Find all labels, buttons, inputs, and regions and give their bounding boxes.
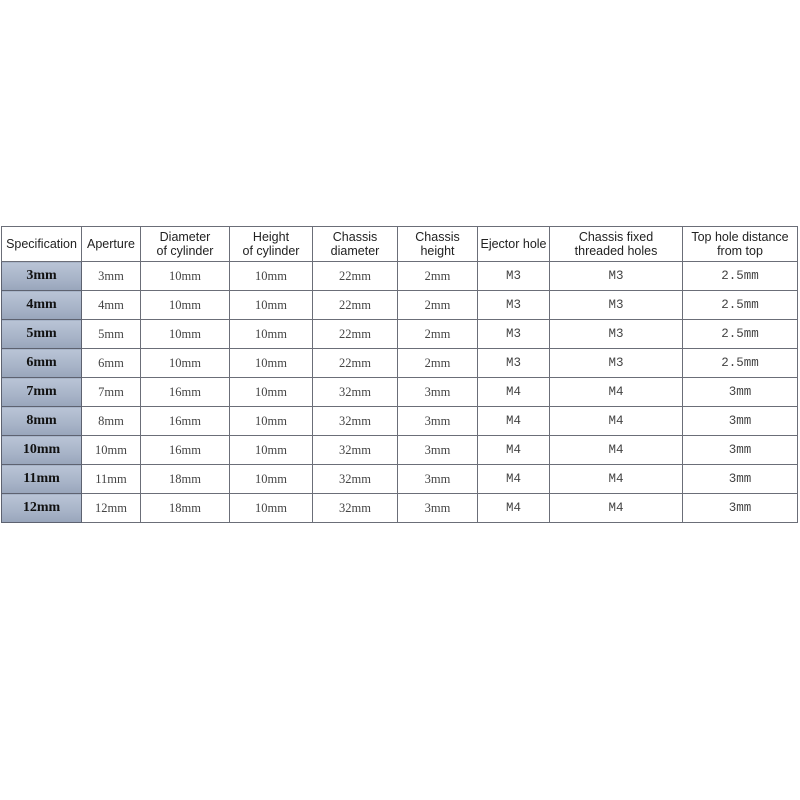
chassis-diameter-cell: 22mm bbox=[313, 262, 398, 291]
specification-cell: 5mm bbox=[2, 320, 82, 349]
top-hole-distance-cell: 2.5mm bbox=[683, 291, 798, 320]
height-of-cylinder-cell: 10mm bbox=[230, 320, 313, 349]
top-hole-distance-cell: 2.5mm bbox=[683, 320, 798, 349]
header-chassis-diameter: Chassis diameter bbox=[313, 227, 398, 262]
table-row bbox=[2, 436, 798, 465]
specification-cell: 6mm bbox=[2, 349, 82, 378]
chassis-height-cell: 3mm bbox=[398, 465, 478, 494]
diameter-of-cylinder-cell: 18mm bbox=[141, 465, 230, 494]
ejector-hole-cell: M4 bbox=[478, 436, 550, 465]
specification-cell: 7mm bbox=[2, 378, 82, 407]
chassis-diameter-cell: 22mm bbox=[313, 320, 398, 349]
top-hole-distance-cell: 3mm bbox=[683, 436, 798, 465]
chassis-height-cell: 3mm bbox=[398, 494, 478, 523]
chassis-height-cell: 3mm bbox=[398, 407, 478, 436]
top-hole-distance-cell: 3mm bbox=[683, 465, 798, 494]
aperture-cell: 12mm bbox=[82, 494, 141, 523]
chassis-diameter-cell: 32mm bbox=[313, 465, 398, 494]
top-hole-distance-cell: 3mm bbox=[683, 407, 798, 436]
chassis-height-cell: 3mm bbox=[398, 378, 478, 407]
aperture-cell: 4mm bbox=[82, 291, 141, 320]
aperture-cell: 10mm bbox=[82, 436, 141, 465]
table-header bbox=[2, 227, 798, 262]
table-row bbox=[2, 349, 798, 378]
header-top-hole-distance: Top hole distance from top bbox=[683, 227, 798, 262]
chassis-diameter-cell: 22mm bbox=[313, 291, 398, 320]
specification-cell: 3mm bbox=[2, 262, 82, 291]
specification-cell: 8mm bbox=[2, 407, 82, 436]
chassis-height-cell: 3mm bbox=[398, 436, 478, 465]
ejector-hole-cell: M4 bbox=[478, 407, 550, 436]
diameter-of-cylinder-cell: 10mm bbox=[141, 349, 230, 378]
ejector-hole-cell: M4 bbox=[478, 378, 550, 407]
height-of-cylinder-cell: 10mm bbox=[230, 407, 313, 436]
chassis-diameter-cell: 32mm bbox=[313, 407, 398, 436]
chassis-fixed-threaded-holes-cell: M3 bbox=[550, 291, 683, 320]
header-chassis-fixed-threaded-holes: Chassis fixed threaded holes bbox=[550, 227, 683, 262]
diameter-of-cylinder-cell: 10mm bbox=[141, 291, 230, 320]
aperture-cell: 8mm bbox=[82, 407, 141, 436]
specification-cell: 11mm bbox=[2, 465, 82, 494]
diameter-of-cylinder-cell: 16mm bbox=[141, 436, 230, 465]
aperture-cell: 11mm bbox=[82, 465, 141, 494]
top-hole-distance-cell: 2.5mm bbox=[683, 349, 798, 378]
diameter-of-cylinder-cell: 16mm bbox=[141, 407, 230, 436]
height-of-cylinder-cell: 10mm bbox=[230, 378, 313, 407]
chassis-height-cell: 2mm bbox=[398, 349, 478, 378]
diameter-of-cylinder-cell: 16mm bbox=[141, 378, 230, 407]
ejector-hole-cell: M4 bbox=[478, 494, 550, 523]
diameter-of-cylinder-cell: 10mm bbox=[141, 262, 230, 291]
table-row bbox=[2, 262, 798, 291]
top-hole-distance-cell: 3mm bbox=[683, 494, 798, 523]
specification-table bbox=[1, 226, 798, 523]
aperture-cell: 6mm bbox=[82, 349, 141, 378]
ejector-hole-cell: M3 bbox=[478, 349, 550, 378]
table-row bbox=[2, 378, 798, 407]
header-aperture: Aperture bbox=[82, 227, 141, 262]
chassis-fixed-threaded-holes-cell: M4 bbox=[550, 465, 683, 494]
chassis-diameter-cell: 32mm bbox=[313, 436, 398, 465]
header-ejector-hole: Ejector hole bbox=[478, 227, 550, 262]
header-chassis-height: Chassis height bbox=[398, 227, 478, 262]
height-of-cylinder-cell: 10mm bbox=[230, 291, 313, 320]
ejector-hole-cell: M3 bbox=[478, 320, 550, 349]
chassis-height-cell: 2mm bbox=[398, 291, 478, 320]
aperture-cell: 5mm bbox=[82, 320, 141, 349]
chassis-fixed-threaded-holes-cell: M4 bbox=[550, 407, 683, 436]
chassis-fixed-threaded-holes-cell: M4 bbox=[550, 436, 683, 465]
height-of-cylinder-cell: 10mm bbox=[230, 349, 313, 378]
table-row bbox=[2, 291, 798, 320]
specification-cell: 12mm bbox=[2, 494, 82, 523]
chassis-diameter-cell: 22mm bbox=[313, 349, 398, 378]
height-of-cylinder-cell: 10mm bbox=[230, 436, 313, 465]
ejector-hole-cell: M4 bbox=[478, 465, 550, 494]
chassis-diameter-cell: 32mm bbox=[313, 494, 398, 523]
height-of-cylinder-cell: 10mm bbox=[230, 494, 313, 523]
top-hole-distance-cell: 3mm bbox=[683, 378, 798, 407]
top-hole-distance-cell: 2.5mm bbox=[683, 262, 798, 291]
table-body bbox=[2, 262, 798, 523]
ejector-hole-cell: M3 bbox=[478, 291, 550, 320]
chassis-fixed-threaded-holes-cell: M3 bbox=[550, 349, 683, 378]
header-height-of-cylinder: Height of cylinder bbox=[230, 227, 313, 262]
height-of-cylinder-cell: 10mm bbox=[230, 465, 313, 494]
chassis-fixed-threaded-holes-cell: M3 bbox=[550, 320, 683, 349]
chassis-height-cell: 2mm bbox=[398, 262, 478, 291]
header-specification: Specification bbox=[2, 227, 82, 262]
table-row bbox=[2, 320, 798, 349]
specification-cell: 4mm bbox=[2, 291, 82, 320]
chassis-fixed-threaded-holes-cell: M4 bbox=[550, 378, 683, 407]
aperture-cell: 7mm bbox=[82, 378, 141, 407]
chassis-fixed-threaded-holes-cell: M4 bbox=[550, 494, 683, 523]
height-of-cylinder-cell: 10mm bbox=[230, 262, 313, 291]
ejector-hole-cell: M3 bbox=[478, 262, 550, 291]
diameter-of-cylinder-cell: 18mm bbox=[141, 494, 230, 523]
header-row bbox=[2, 227, 798, 262]
table-row bbox=[2, 465, 798, 494]
header-diameter-of-cylinder: Diameter of cylinder bbox=[141, 227, 230, 262]
chassis-fixed-threaded-holes-cell: M3 bbox=[550, 262, 683, 291]
chassis-diameter-cell: 32mm bbox=[313, 378, 398, 407]
specification-cell: 10mm bbox=[2, 436, 82, 465]
chassis-height-cell: 2mm bbox=[398, 320, 478, 349]
diameter-of-cylinder-cell: 10mm bbox=[141, 320, 230, 349]
aperture-cell: 3mm bbox=[82, 262, 141, 291]
table-row bbox=[2, 494, 798, 523]
table-row bbox=[2, 407, 798, 436]
